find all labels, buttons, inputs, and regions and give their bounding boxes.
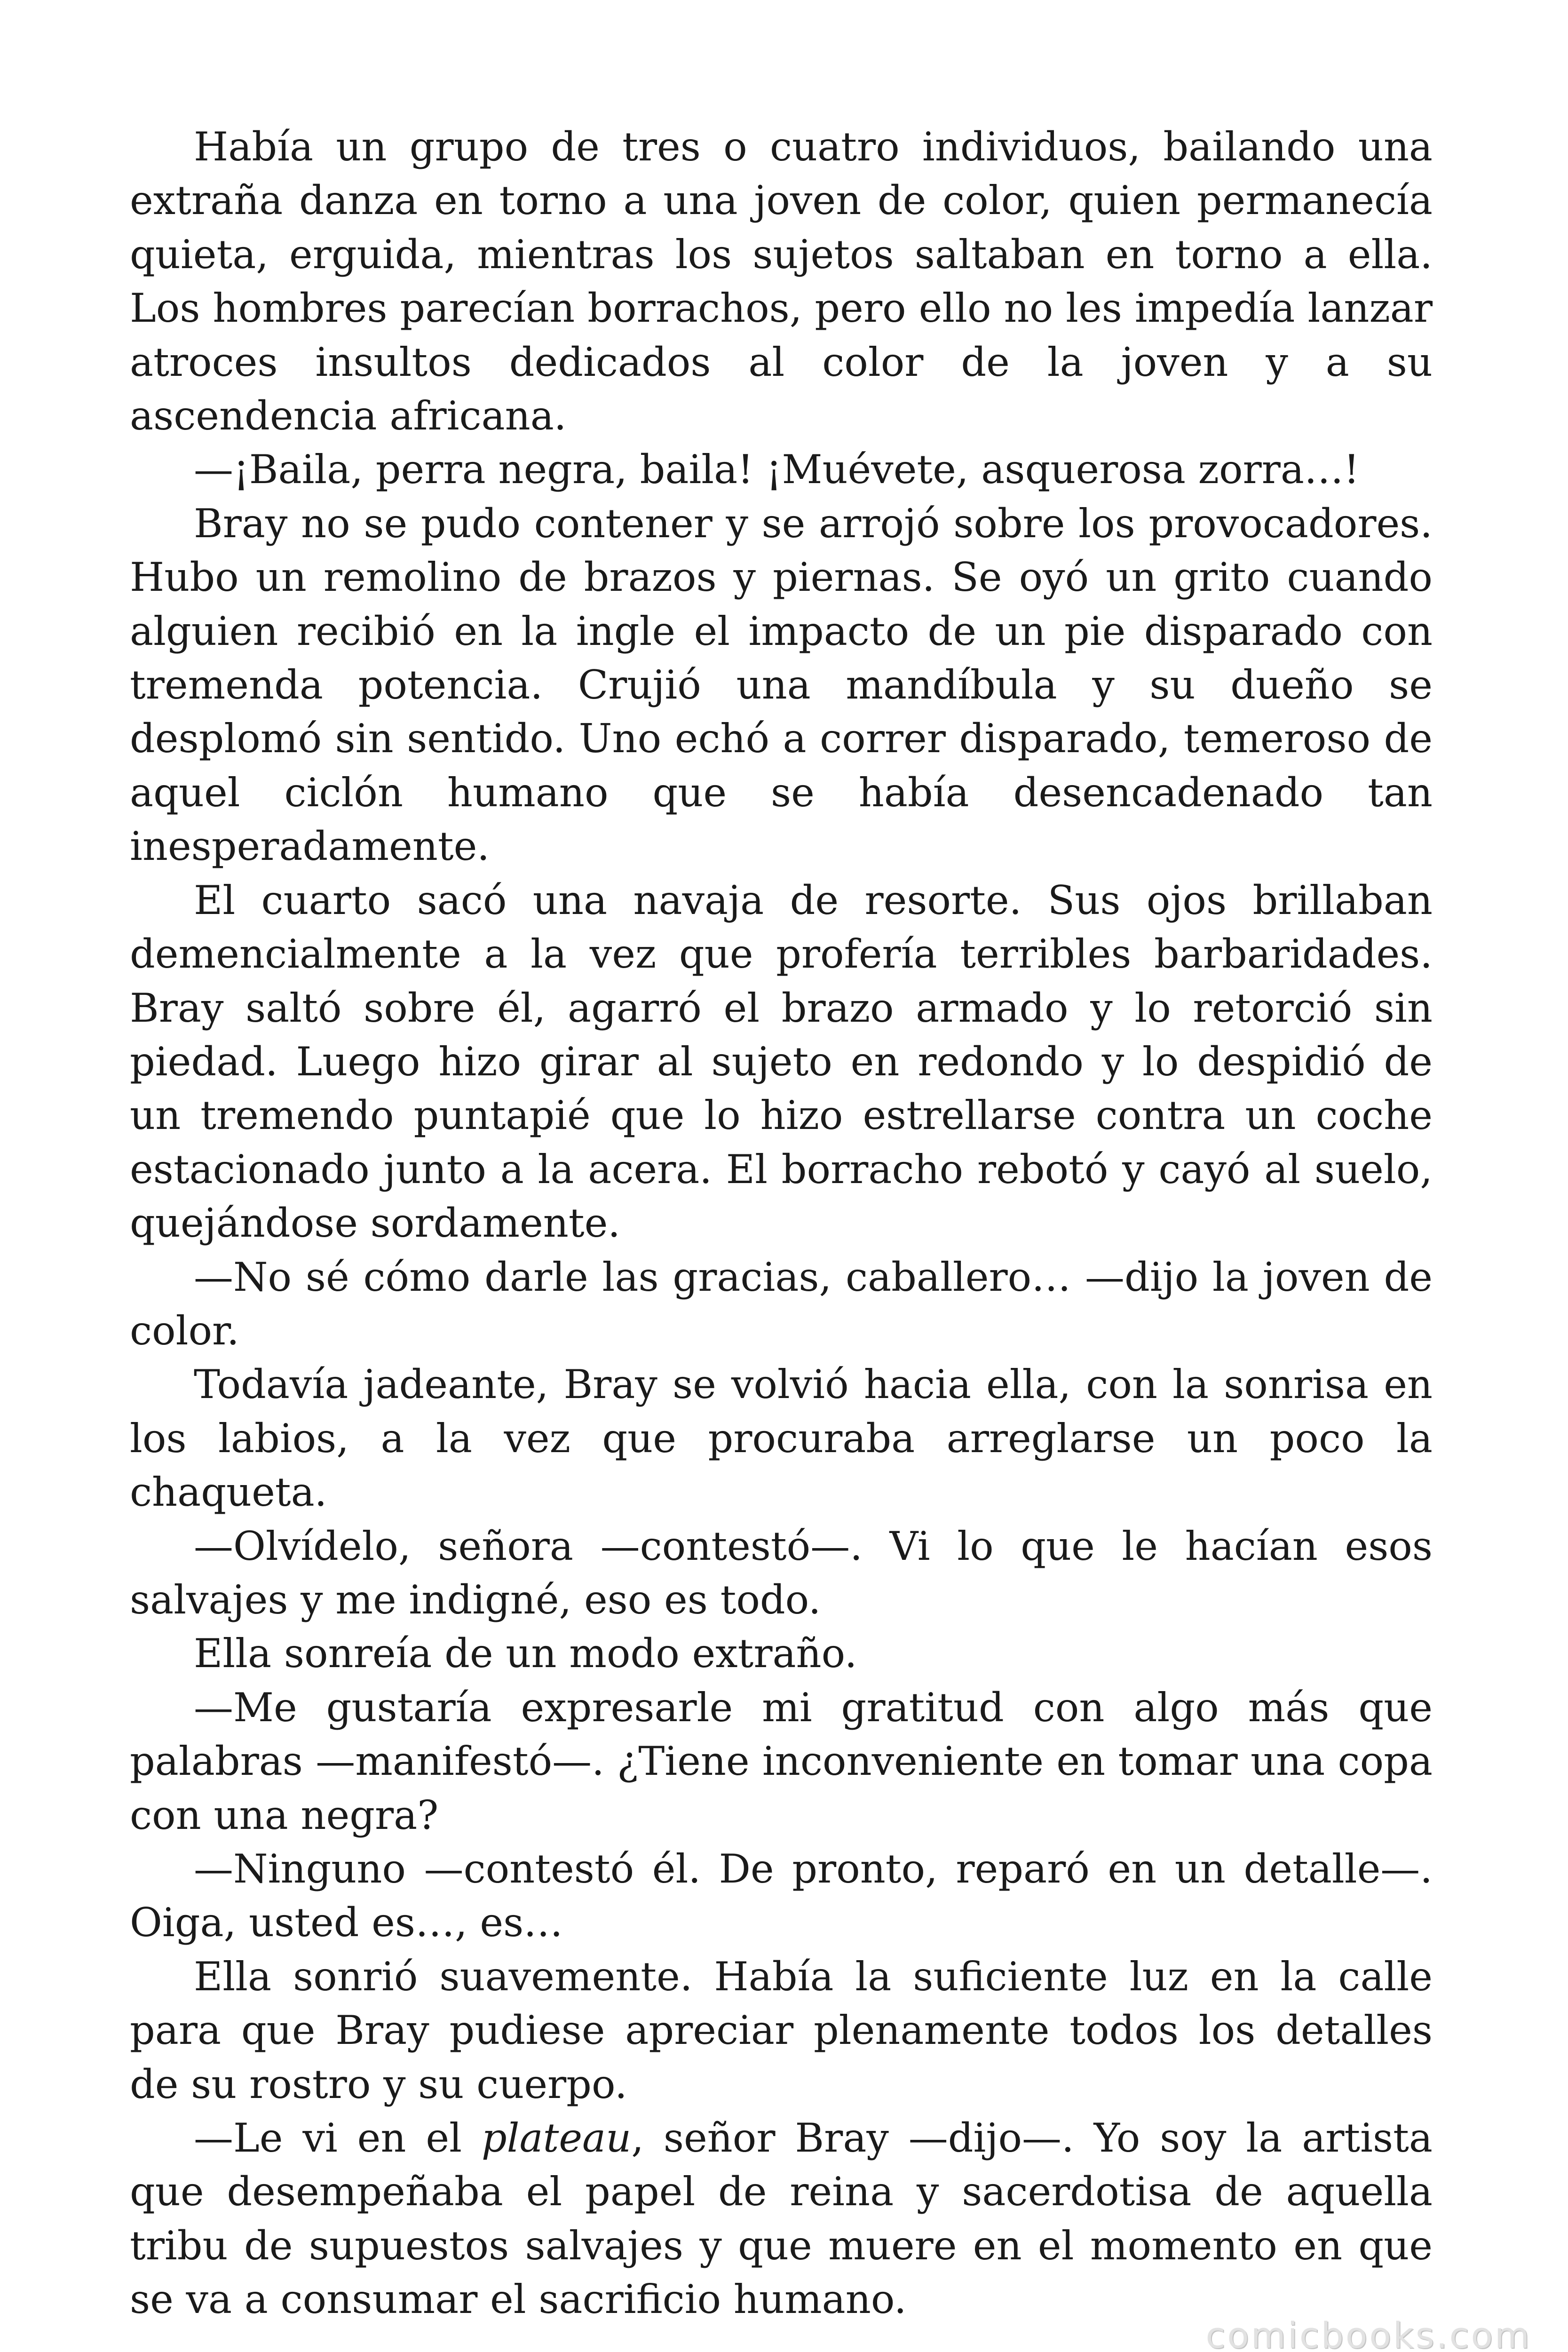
paragraph: Ella sonreía de un modo extraño. (194, 1630, 857, 1677)
paragraph: El cuarto sacó una navaja de resorte. Sus ojos brillaban demencialmente a la vez que profería terribles barbaridades. Bray saltó sobre él, agarró el brazo armado y lo retorció sin piedad. Luego hizo girar al sujeto en redondo y lo despidió de un tremendo puntapié que lo hizo estrellarse contra un coche estacionado junto a la acera. El borracho rebotó y cayó al suelo, quejándose sordamente. (130, 877, 1433, 1247)
paragraph-text: —Le vi en el (194, 2115, 482, 2161)
watermark: comicbooks.com (1205, 2314, 1531, 2352)
paragraph: Todavía jadeante, Bray se volvió hacia ella, con la sonrisa en los labios, a la vez que procuraba arreglarse un poco la chaqueta. (130, 1361, 1433, 1516)
paragraph-text: , señor Bray —dijo—. Yo soy la artista que desempeñaba el papel de reina y sacerdotisa de aquella tribu de supuestos salvajes y que muere en el momento en que se va a consumar el sacrificio humano. (130, 2115, 1433, 2323)
paragraph: —No sé cómo darle las gracias, caballero… —dijo la joven de color. (130, 1254, 1433, 1354)
paragraph: Había un grupo de tres o cuatro individuos, bailando una extraña danza en torno a una joven de color, quien permanecía quieta, erguida, mientras los sujetos saltaban en torno a ella. Los hombres parecían borrachos, pero ello no les impedía lanzar atroces insultos dedicados al color de la joven y a su ascendencia africana. (130, 124, 1433, 439)
paragraph: —¡Baila, perra negra, baila! ¡Muévete, asquerosa zorra…! (194, 446, 1360, 493)
paragraph: —Ninguno —contestó él. De pronto, reparó en un detalle—. Oiga, usted es…, es… (130, 1846, 1433, 1946)
paragraph: Bray no se pudo contener y se arrojó sobre los provocadores. Hubo un remolino de brazos y piernas. Se oyó un grito cuando alguien recibió en la ingle el impacto de un pie disparado con tremenda potencia. Crujió una mandíbula y su dueño se desplomó sin sentido. Uno echó a correr disparado, temeroso de aquel ciclón humano que se había desencadenado tan inesperadamente. (130, 500, 1433, 870)
paragraph: —Me gustaría expresarle mi gratitud con algo más que palabras —manifestó—. ¿Tiene inconveniente en tomar una copa con una negra? (130, 1684, 1433, 1838)
paragraph: Ella sonrió suavemente. Había la suficiente luz en la calle para que Bray pudiese apreciar plenamente todos los detalles de su rostro y su cuerpo. (130, 1953, 1433, 2107)
paragraph (130, 2111, 1433, 2327)
italic-word: plateau (481, 2115, 632, 2161)
body-text (130, 120, 1433, 2327)
paragraph: —Olvídelo, señora —contestó—. Vi lo que le hacían esos salvajes y me indigné, eso es todo. (130, 1523, 1433, 1623)
